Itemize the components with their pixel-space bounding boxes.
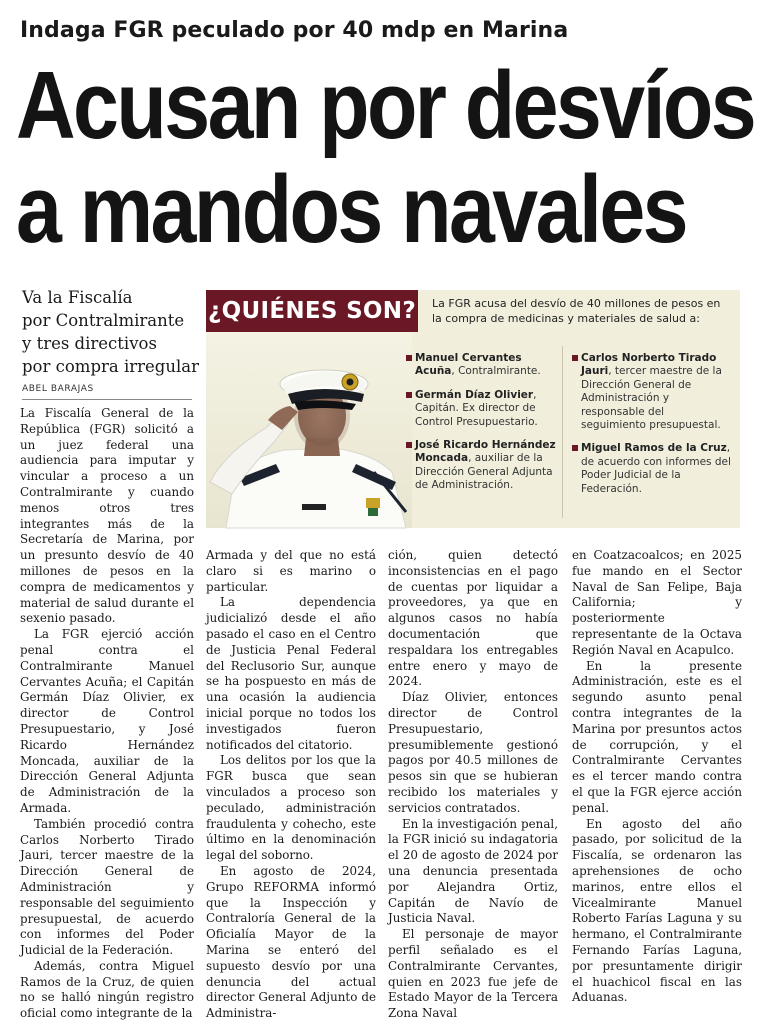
- person-entry: [572, 352, 732, 432]
- person-desc: , de acuerdo con informes del Poder Judicial de la Federación.: [581, 442, 731, 495]
- paragraph: El personaje de mayor perfil señalado es el Contralmirante Cervantes, quien en 2023 fue jefe de Estado Mayor de la Tercera Zona Naval: [388, 927, 558, 1021]
- person-desc: , Capitán. Ex director de Control Presupuestario.: [415, 388, 538, 428]
- paragraph: En agosto del año pasado, por solicitud de la Fiscalía, se ordenaron las aprehensiones de ocho marinos, entre ellos el Vicealmirante Manuel Roberto Farías Laguna y su hermano, el Contralmirante Fernando Farías Laguna, por presuntamente dirigir el huachicol fiscal en las Aduanas.: [572, 816, 742, 1005]
- sailor-photo: [206, 332, 412, 528]
- person-name: José Ricardo Hernández Moncada: [415, 439, 556, 465]
- bullet-square-icon: [406, 355, 412, 361]
- paragraph: Además, contra Miguel Ramos de la Cruz, de quien no se halló ningún registro oficial como integrante de la: [20, 958, 194, 1021]
- deck-line: Va la Fiscalía: [22, 288, 133, 307]
- body-column-4: [572, 548, 742, 1006]
- infobox-divider: [562, 346, 563, 518]
- paragraph: Díaz Olivier, entonces director de Control Presupuestario, presumiblemente gestionó pagos por 40.5 millones de pesos sin que se hubieran recibido los materiales y servicios contratados.: [388, 690, 558, 815]
- headline-line-1: Acusan por desvíos: [16, 52, 755, 159]
- paragraph: ción, quien detectó inconsistencias en el pago de cuentas por liquidar a proveedores, ya que en algunos casos no había documentación que respaldara los entregables entre enero y mayo de 2024.: [388, 548, 558, 689]
- person-entry: [572, 442, 732, 496]
- paragraph: Armada y del que no está claro si es marino o particular.: [206, 548, 376, 594]
- bullet-square-icon: [406, 442, 412, 448]
- infobox-intro: La FGR acusa del desvío de 40 millones de pesos en la compra de medicinas y materiales de salud a:: [432, 297, 721, 325]
- deck: [22, 286, 202, 378]
- infobox-column-2: [572, 352, 732, 506]
- infobox: [206, 290, 740, 528]
- byline: ABEL BARAJAS: [22, 384, 94, 394]
- paragraph: En la presente Administración, este es el segundo asunto penal contra integrantes de la Marina por presuntos actos de corrupción, y el Contralmirante Cervantes es el tercer mando contra el que la FGR ejerce acción penal.: [572, 658, 742, 815]
- sailor-illustration: [206, 332, 412, 528]
- person-name: Miguel Ramos de la Cruz: [581, 442, 727, 455]
- body-column-3: [388, 548, 558, 1022]
- deck-line: por Contralmirante: [22, 311, 185, 330]
- person-entry: [406, 389, 558, 429]
- bullet-square-icon: [572, 445, 578, 451]
- person-name: Carlos Norberto Tirado Jauri: [581, 352, 717, 378]
- person-entry: [406, 439, 558, 493]
- infobox-title: ¿QUIÉNES SON?: [206, 290, 418, 332]
- headline-line-2: a mandos navales: [16, 156, 686, 263]
- paragraph: La dependencia judicializó desde el año pasado el caso en el Centro de Justicia Penal Federal del Reclusorio Sur, aunque se ha pospuesto en más de una ocasión la audiencia inicial porque no todos los investigados fueron notificados del citatorio.: [206, 595, 376, 752]
- paragraph: en Coatzacoalcos; en 2025 fue mando en el Sector Naval de San Felipe, Baja California; y posteriormente representante de la Octava Región Naval en Acapulco.: [572, 548, 742, 657]
- bullet-square-icon: [406, 392, 412, 398]
- deck-line: y tres directivos: [22, 334, 157, 353]
- paragraph: La FGR ejerció acción penal contra el Contralmirante Manuel Cervantes Acuña; el Capitán Germán Díaz Olivier, ex director de Control Presupuestario, y José Ricardo Hernández Moncada, auxiliar de la Dirección General Adjunta de Administración de la Armada.: [20, 627, 194, 815]
- paragraph: La Fiscalía General de la República (FGR) solicitó a un juez federal una audiencia para imputar y vincular a proceso a un Contralmirante y cuando menos otros tres integrantes más de la Secretaría de Marina, por un presunto desvío de 40 millones de pesos en la compra de medicamentos y material de salud durante el sexenio pasado.: [20, 406, 194, 626]
- person-desc: , auxiliar de la Dirección General Adjunta de Administración.: [415, 452, 553, 492]
- person-entry: [406, 352, 558, 379]
- kicker: Indaga FGR peculado por 40 mdp en Marina: [20, 18, 569, 43]
- person-desc: , Contralmirante.: [451, 365, 541, 378]
- bullet-square-icon: [572, 355, 578, 361]
- byline-rule: [22, 399, 192, 400]
- paragraph: En la investigación penal, la FGR inició su indagatoria el 20 de agosto de 2024 por una denuncia presentada por Alejandra Ortiz, Capitán de Navío de Justicia Naval.: [388, 816, 558, 926]
- body-column-2: [206, 548, 376, 1022]
- paragraph: Los delitos por los que la FGR busca que sean vinculados a proceso son peculado, administración fraudulenta y cohecho, este último en la denominación legal del soborno.: [206, 753, 376, 863]
- person-desc: , tercer maestre de la Dirección General de Administración y responsable del seguimiento presupuestal.: [581, 365, 722, 432]
- deck-line: por compra irregular: [22, 357, 199, 376]
- infobox-column-1: [406, 352, 558, 503]
- person-name: Manuel Cervantes Acuña: [415, 352, 522, 378]
- paragraph: En agosto de 2024, Grupo REFORMA informó que la Inspección y Contraloría General de la Oficialía Mayor de la Marina se enteró del supuesto desvío por una denuncia del actual director General Adjunto de Administra-: [206, 863, 376, 1021]
- body-column-1: [20, 406, 194, 1022]
- person-name: Germán Díaz Olivier: [415, 388, 534, 401]
- paragraph: También procedió contra Carlos Norberto Tirado Jauri, tercer maestre de la Dirección General de Administración y responsable del seguimiento presupuestal, de acuerdo con informes del Poder Judicial de la Federación.: [20, 816, 194, 958]
